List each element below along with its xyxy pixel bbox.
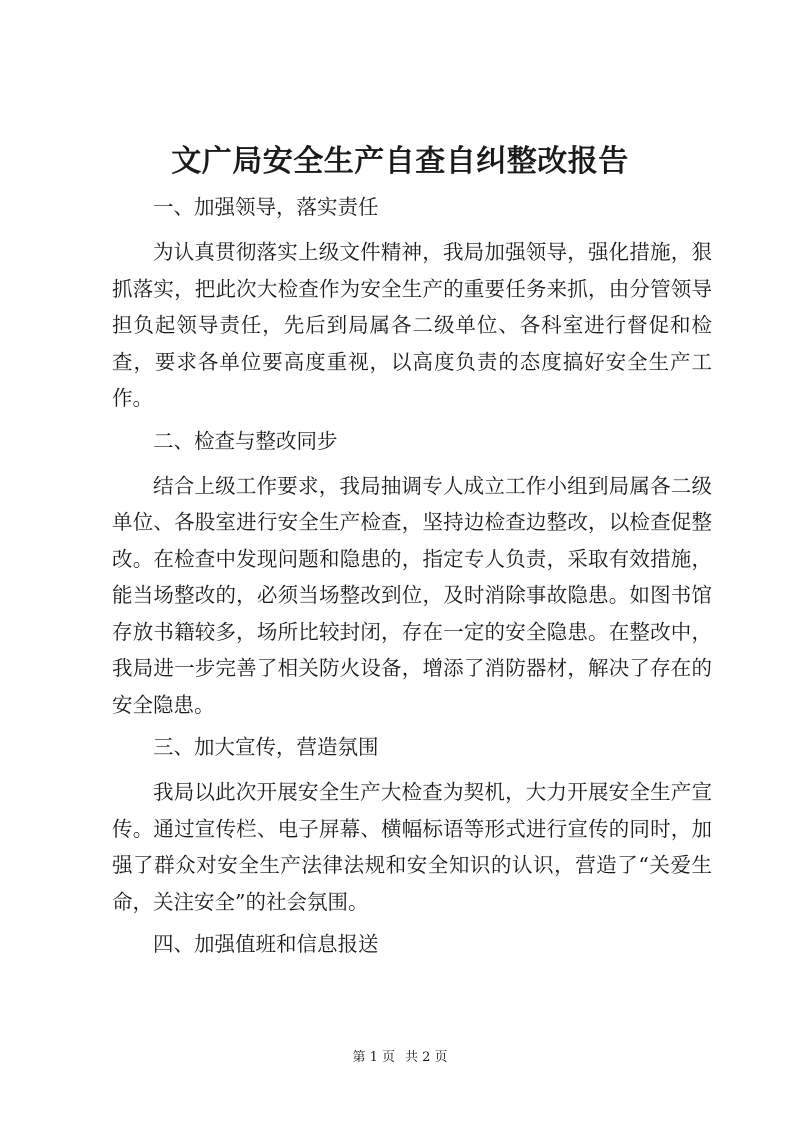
section-heading-1: 一、加强领导，落实责任 — [153, 195, 379, 219]
section-heading-2: 二、检查与整改同步 — [153, 428, 338, 453]
section-heading-4: 四、加强值班和信息报送 — [153, 932, 379, 956]
section-paragraph-2: 结合上级工作要求，我局抽调专人成立工作小组到局属各二级单位、各股室进行安全生产检查，坚持边检查边整改，以检查促整改。在检查中发现问题和隐患的，指定专人负责，采取有效措施，能当场整改的，必须当场整改到位，及时消除事故隐患。如图书馆存放书籍较多，场所比较封闭，存在一定的安全隐患。在整改中，我局进一步完善了相关防火设备，增添了消防器材，解决了存在的安全隐患。 — [112, 473, 712, 717]
page-total: 共 2 页 — [405, 1050, 448, 1065]
page-number: 第 1 页 — [352, 1050, 395, 1065]
page-footer — [0, 1049, 800, 1067]
document-title: 文广局安全生产自查自纠整改报告 — [171, 144, 629, 179]
section-heading-3: 三、加大宣传，营造氛围 — [153, 735, 379, 759]
section-paragraph-1: 为认真贯彻落实上级文件精神，我局加强领导，强化措施，狠抓落实，把此次大检查作为安全生产的重要任务来抓，由分管领导担负起领导责任，先后到局属各二级单位、各科室进行督促和检查，要求各单位要高度重视，以高度负责的态度搞好安全生产工作。 — [112, 240, 712, 410]
section-paragraph-3: 我局以此次开展安全生产大检查为契机，大力开展安全生产宣传。通过宣传栏、电子屏幕、横幅标语等形式进行宣传的同时，加强了群众对安全生产法律法规和安全知识的认识，营造了“关爱生命，关注安全”的社会氛围。 — [112, 780, 712, 914]
document-body — [112, 187, 712, 965]
